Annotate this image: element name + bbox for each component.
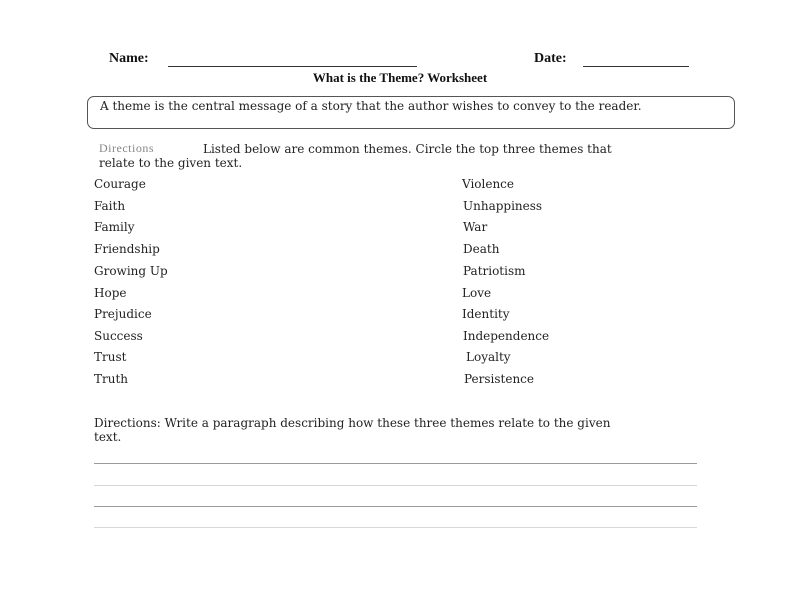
writing-line[interactable] [94, 485, 697, 486]
theme-item[interactable]: Patriotism [463, 264, 526, 278]
directions-2-text-cont: text. [94, 430, 122, 444]
theme-item[interactable]: Friendship [94, 242, 160, 256]
theme-item[interactable]: Persistence [464, 372, 535, 386]
theme-item[interactable]: Prejudice [94, 307, 152, 321]
theme-item[interactable]: Violence [462, 177, 515, 191]
theme-item[interactable]: Family [94, 220, 135, 234]
theme-item[interactable]: Love [462, 286, 492, 300]
writing-line[interactable] [94, 506, 697, 507]
theme-item[interactable]: Hope [94, 286, 127, 300]
directions-prefix: Directions [99, 141, 154, 155]
theme-item[interactable]: Faith [94, 199, 126, 213]
writing-line[interactable] [94, 463, 697, 464]
date-field[interactable] [583, 66, 689, 67]
theme-item[interactable]: Truth [94, 372, 129, 386]
writing-line[interactable] [94, 527, 697, 528]
theme-item[interactable]: Death [463, 242, 500, 256]
theme-item[interactable]: War [463, 220, 488, 234]
directions-2-text: Directions: Write a paragraph describing how these three themes relate to the given [94, 416, 611, 430]
name-field[interactable] [168, 66, 417, 67]
theme-item[interactable]: Courage [94, 177, 146, 191]
definition-text: A theme is the central message of a story that the author wishes to convey to the reader. [100, 99, 642, 113]
date-label: Date: [534, 51, 567, 66]
definition-box [87, 96, 735, 129]
name-label: Name: [109, 51, 149, 66]
theme-item[interactable]: Trust [94, 350, 127, 364]
directions-text: Listed below are common themes. Circle the top three themes that [203, 142, 612, 156]
page-title: What is the Theme? Worksheet [312, 70, 488, 85]
theme-item[interactable]: Growing Up [94, 264, 168, 278]
theme-item[interactable]: Unhappiness [463, 199, 543, 213]
theme-item[interactable]: Independence [463, 329, 550, 343]
directions-text-cont: relate to the given text. [99, 156, 243, 170]
theme-item[interactable]: Identity [462, 307, 510, 321]
theme-item[interactable]: Loyalty [466, 350, 511, 364]
theme-item[interactable]: Success [94, 329, 143, 343]
